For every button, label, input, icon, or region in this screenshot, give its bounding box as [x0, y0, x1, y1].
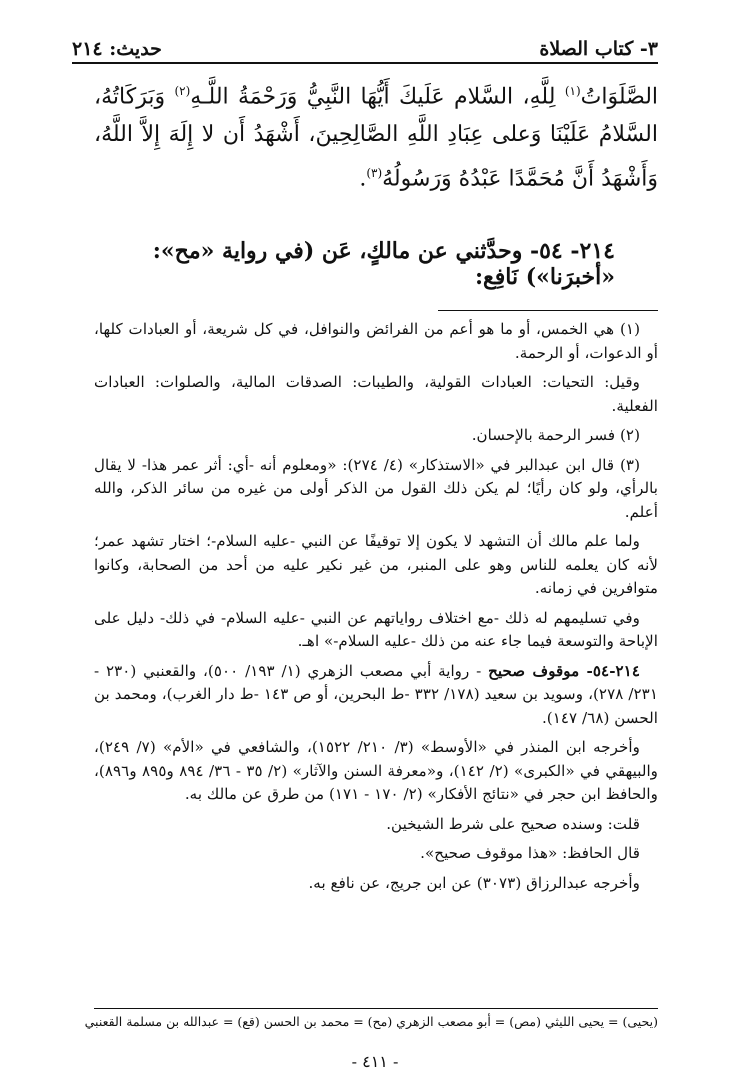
footnote-marker: (٣) — [366, 166, 383, 181]
footnote-separator — [438, 310, 658, 311]
footnote-3-cont: ولما علم مالك أن التشهد لا يكون إلا توقيفًا عن النبي -عليه السلام-؛ اختار تشهد عمر؛ لأنه كان يعلمه للناس وهو على المنبر، من غير نكير عليه من أحد من الصحابة، وكانوا متوافرين في زمانه. — [94, 532, 658, 597]
takhrij-paragraph-4: قال الحافظ: «هذا موقوف صحيح». — [420, 844, 640, 862]
takhrij-paragraph-5: وأخرجه عبدالرزاق (٣٠٧٣) عن ابن جريج، عن نافع به. — [308, 873, 640, 892]
hadith-reference: حديث: ٢١٤ — [72, 38, 162, 60]
takhrij-text: - رواية أبي مصعب الزهري (١/ ١٩٣/ ٥٠٠)، والقعنبي (٢٣٠ - ٢٣١/ ٢٧٨)، وسويد بن سعيد (١٧٨/ ٣٣٢ -ط البحرين، أو ص ١٤٣ -ط دار الغرب)، ومحمد بن الحسن (٦٨/ ١٤٧). — [94, 661, 658, 727]
main-text-part: الصَّلَوَاتُ — [580, 84, 659, 110]
takhrij-paragraph-3: قلت: وسنده صحيح على شرط الشيخين. — [386, 814, 640, 833]
main-text — [94, 72, 658, 199]
hadith-heading: ٢١٤- ٥٤- وحدَّثني عن مالكٍ، عَن (في رواية «مح»: «أخبرَنا») نَافِع: — [152, 238, 615, 290]
main-text-part: وَبَرَكَاتُهُ، السَّلامُ عَلَيْنَا وَعلى عِبَادِ اللَّهِ الصَّالِحِينَ، أَشْهَدُ أَن لا إِلَهَ إِلاَّ اللَّهُ، وَأَشْهَدُ أَنَّ مُحَمَّدًا عَبْدُهُ وَرَسُولُهُ — [94, 84, 658, 192]
main-text-end: . — [359, 166, 367, 192]
page-number: - ٤١١ - — [351, 1052, 399, 1071]
takhrij-label: ٢١٤-٥٤- موقوف صحيح — [488, 661, 640, 680]
legend-separator — [94, 1008, 658, 1009]
footnote-marker: (٢) — [174, 84, 191, 98]
footnote-1: (١) هي الخمس، أو ما هو أعم من الفرائض والنوافل، في كل شريعة، أو العبادات كلها، أو الدعوات، أو الرحمة. — [94, 320, 658, 362]
abbreviation-legend: (يحيى) = يحيى الليثي (مص) = أبو مصعب الزهري (مح) = محمد بن الحسن (قع) = عبدالله بن مسلمة القعنبي — [84, 1014, 658, 1029]
main-text-part: لِلَّهِ، السَّلام عَلَيكَ أَيُّهَا النَّبِيُّ وَرَحْمَةُ اللَّـهِ — [190, 84, 565, 110]
footnote-3-cont: وفي تسليمهم له ذلك -مع اختلاف رواياتهم عن النبي -عليه السلام- في ذلك- دليل على الإباحة والتوسعة فيما جاء عنه من ذلك -عليه السلام-» اهـ. — [94, 608, 658, 650]
page-header — [72, 28, 658, 64]
footnote-marker: (١) — [564, 84, 581, 98]
footnote-1-cont: وقيل: التحيات: العبادات القولية، والطيبات: الصدقات المالية، والصلوات: العبادات الفعلية. — [94, 373, 658, 415]
takhrij-paragraph-2: وأخرجه ابن المنذر في «الأوسط» (٣/ ٢١٠/ ١٥٢٢)، والشافعي في «الأم» (٧/ ٢٤٩)، والبيهقي في «الكبرى» (٢/ ١٤٢)، و«معرفة السنن والآثار» (٢/ ٣٥ - ٣٦/ ٨٩٤ و٨٩٥ و٨٩٦)، والحافظ ابن حجر في «نتائج الأفكار» (٢/ ١٧٠ - ١٧١) من طرق عن مالك به. — [94, 738, 659, 803]
footnotes — [94, 318, 658, 901]
footnote-3: (٣) قال ابن عبدالبر في «الاستذكار» (٤/ ٢٧٤): «ومعلوم أنه -أي: أثر عمر هذا- لا يقال بالرأي، ولو كان رأيًا؛ لم يكن ذلك القول من الذكر أولى من غيره من سائر الذكر، والله أعلم. — [94, 455, 658, 521]
chapter-title: ٣- كتاب الصلاة — [539, 38, 658, 60]
footnote-2: (٢) فسر الرحمة بالإحسان. — [471, 426, 640, 444]
takhrij-paragraph — [94, 660, 658, 731]
